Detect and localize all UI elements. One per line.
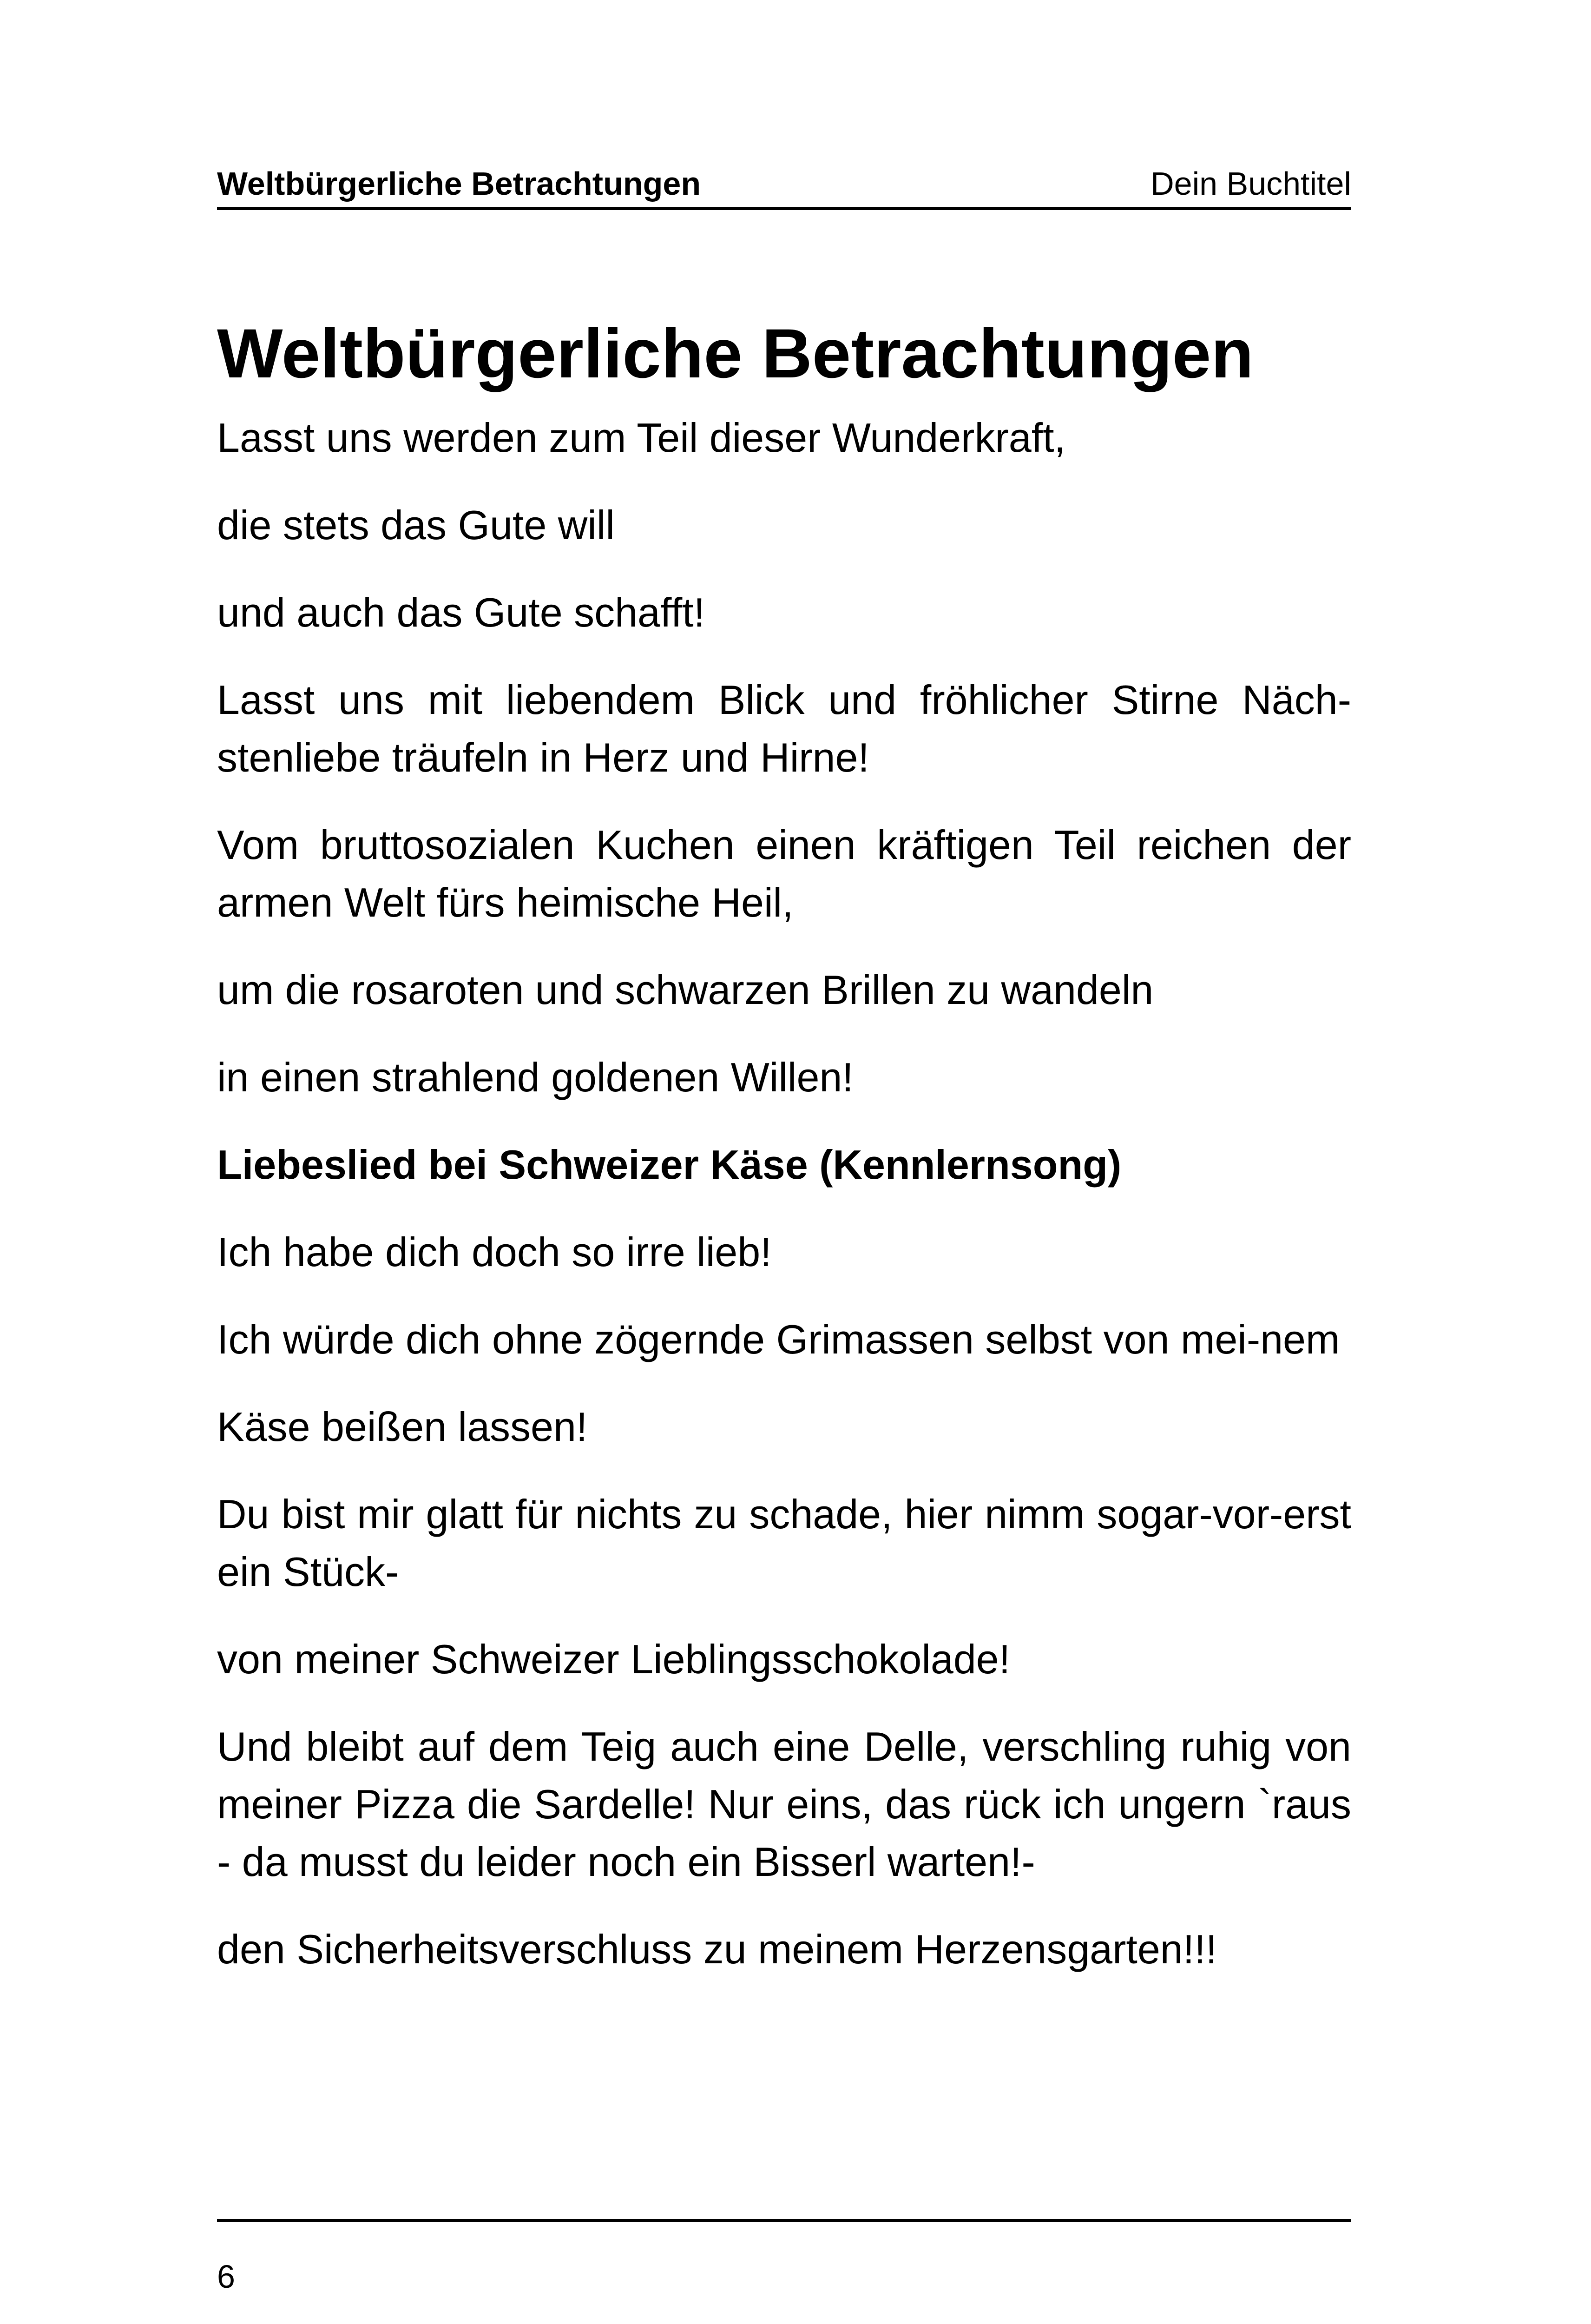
running-header-chapter: Weltbürgerliche Betrachtungen xyxy=(217,165,701,202)
paragraph: Ich habe dich doch so irre lieb! xyxy=(217,1229,772,1275)
paragraph: Käse beißen lassen! xyxy=(217,1404,588,1450)
paragraph: Du bist mir glatt für nichts zu schade, hier nimm sogar-vor-erst ein Stück- xyxy=(217,1491,1351,1595)
paragraph: Vom bruttosozialen Kuchen einen kräftigen Teil reichen der armen Welt fürs heimische Heil, xyxy=(217,822,1351,925)
paragraph: von meiner Schweizer Lieblingsschokolade! xyxy=(217,1636,1011,1682)
page-number: 6 xyxy=(217,2258,235,2295)
paragraph: den Sicherheitsverschluss zu meinem Herzensgarten!!! xyxy=(217,1926,1217,1972)
paragraph: Lasst uns werden zum Teil dieser Wunderkraft, xyxy=(217,415,1066,461)
running-header-book-title: Dein Buchtitel xyxy=(1151,165,1351,202)
page-content xyxy=(217,307,1351,2008)
paragraph: die stets das Gute will xyxy=(217,502,615,548)
chapter-title: Weltbürgerliche Betrachtungen xyxy=(217,314,1254,392)
section-title: Liebeslied bei Schweizer Käse (Kennlernsong) xyxy=(217,1142,1122,1188)
paragraph: und auch das Gute schafft! xyxy=(217,589,705,635)
paragraph: Ich würde dich ohne zögernde Grimassen selbst von mei-nem xyxy=(217,1316,1340,1362)
paragraph: Und bleibt auf dem Teig auch eine Delle, verschling ruhig von meiner Pizza die Sardelle! Nur eins, das rück ich ungern `raus - da musst du leider noch ein Bisserl warten!- xyxy=(217,1723,1351,1885)
running-header xyxy=(217,160,1351,210)
paragraph: um die rosaroten und schwarzen Brillen zu wandeln xyxy=(217,967,1154,1013)
paragraph: in einen strahlend goldenen Willen! xyxy=(217,1054,854,1100)
footer-rule xyxy=(217,2219,1351,2222)
paragraph: Lasst uns mit liebendem Blick und fröhlicher Stirne Näch-stenliebe träufeln in Herz und Hirne! xyxy=(217,677,1351,780)
